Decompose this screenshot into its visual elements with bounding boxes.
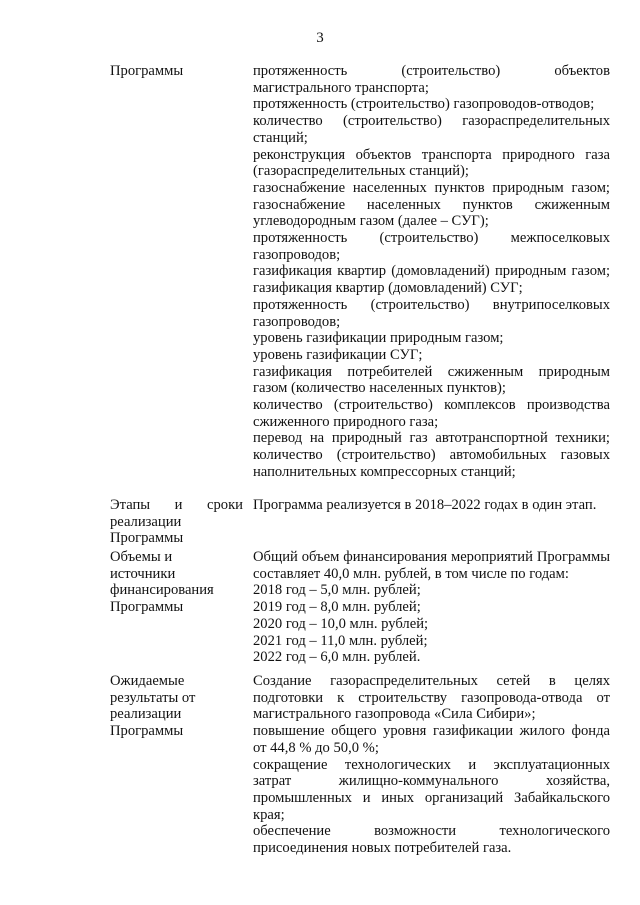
list-item: количество (строительство) автомобильных газовых наполнительных компрессорных станций; [253,447,610,480]
list-item: количество (строительство) газораспределительных станций; [253,113,610,146]
row-content [253,673,610,857]
list-item: газоснабжение населенных пунктов сжиженным углеводородным газом (далее – СУГ); [253,196,610,230]
list-item: 2021 год – 11,0 млн. рублей; [253,632,428,649]
list-item: протяженность (строительство) внутрипоселковых газопроводов; [253,296,610,330]
list-item: протяженность (строительство) газопроводов-отводов; [253,96,595,113]
list-item: обеспечение возможности технологического присоединения новых потребителей газа. [253,823,610,857]
list-item: реконструкция объектов транспорта природного газа (газораспределительных станций); [253,146,610,180]
label-line [110,497,243,514]
list-item: уровень газификации природным газом; [253,330,504,347]
label-line: Программы [110,599,184,616]
list-item: сокращение технологических и эксплуатационных затрат жилищно-коммунального хозяйства, промышленных и иных организаций Забайкальского края; [253,756,610,823]
list-item: количество (строительство) комплексов производства сжиженного природного газа; [253,397,610,430]
list-item: 2019 год – 8,0 млн. рублей; [253,599,421,616]
row-label [110,673,243,740]
label-line: финансирования [110,582,214,599]
list-item: газоснабжение населенных пунктов природным газом; [253,179,610,196]
label-line: Объемы и [110,549,173,565]
list-item: перевод на природный газ автотранспортной техники; [253,430,610,447]
list-item: Программа реализуется в 2018–2022 годах в один этап. [253,497,597,513]
list-item: уровень газификации СУГ; [253,346,423,363]
label-line: Программы [110,63,184,79]
page-number: 3 [316,30,324,46]
label-line: реализации [110,706,182,723]
row-label [110,549,243,616]
list-item: повышение общего уровня газификации жилого фонда от 44,8 % до 50,0 %; [253,723,610,756]
list-item: протяженность (строительство) межпоселковых газопроводов; [253,230,610,263]
list-item: Создание газораспределительных сетей в целях подготовки к строительству газопровода-отвода от магистрального газопровода «Сила Сибири»; [253,673,610,723]
list-item: протяженность (строительство) объектов магистрального транспорта; [253,63,610,96]
list-item: 2020 год – 10,0 млн. рублей; [253,615,429,632]
list-item: 2022 год – 6,0 млн. рублей. [253,649,421,666]
list-item: 2018 год – 5,0 млн. рублей; [253,582,421,599]
label-line: результаты от [110,689,196,706]
label-line: Программы [110,530,184,547]
row-label [110,63,243,80]
list-item: газификация потребителей сжиженным природным газом (количество населенных пунктов); [253,363,610,397]
row-content [253,497,610,514]
label-word: и [174,497,183,513]
list-item: Общий объем финансирования мероприятий Программы составляет 40,0 млн. рублей, в том числе по годам: [253,549,610,582]
label-line: Ожидаемые [110,673,185,689]
label-line: реализации [110,513,182,530]
list-item: газификация квартир (домовладений) СУГ; [253,280,523,297]
list-item: газификация квартир (домовладений) природным газом; [253,263,610,280]
label-line: источники [110,565,176,582]
row-content [253,549,610,666]
label-line: Программы [110,723,184,740]
label-word: сроки [207,497,243,513]
row-label [110,497,243,547]
row-content [253,63,610,481]
label-word: Этапы [110,497,151,513]
